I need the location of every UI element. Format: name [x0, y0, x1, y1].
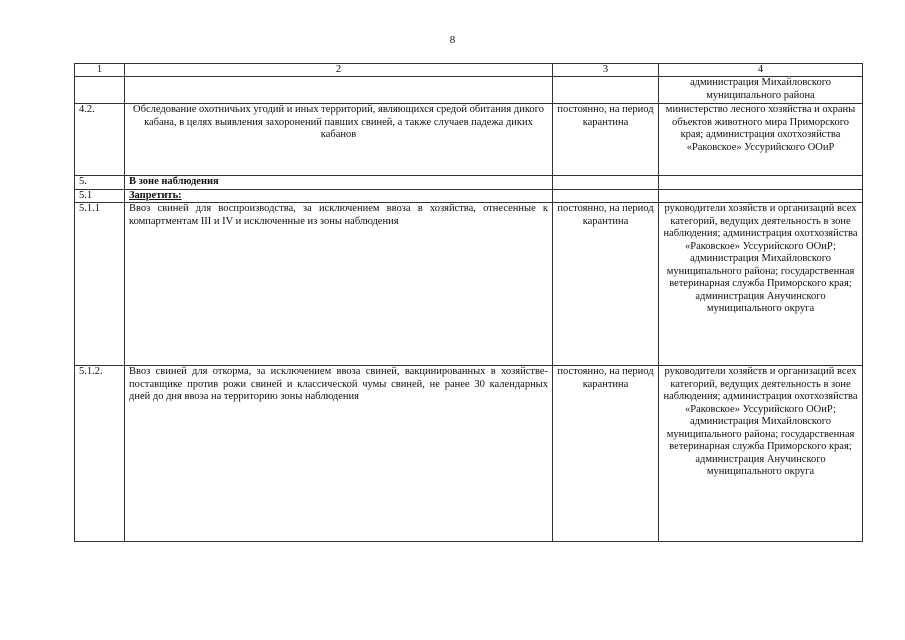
row-number: [75, 77, 125, 104]
table-row: [75, 104, 863, 176]
row-term: постоянно, на период карантина: [553, 366, 659, 542]
row-number: 5.1.1: [75, 203, 125, 366]
header-col-4: 4: [659, 64, 863, 77]
row-term: [553, 77, 659, 104]
row-term: постоянно, на период карантина: [553, 203, 659, 366]
row-responsible: [659, 189, 863, 203]
table-row: [75, 203, 863, 366]
row-number: 5.1.2.: [75, 366, 125, 542]
row-measure: Ввоз свиней для откорма, за исключением ввоза свиней, вакцинированных в хозяйстве-поставщике против рожи свиней и классической чумы свиней, не ранее 30 календарных дней до дня ввоза на территорию зоны наблюдения: [125, 366, 553, 542]
table-row: [75, 77, 863, 104]
table-header-row: [75, 64, 863, 77]
section-title: В зоне наблюдения: [125, 176, 553, 190]
row-responsible: администрация Михайловского муниципального района: [659, 77, 863, 104]
row-number: 4.2.: [75, 104, 125, 176]
section-row: [75, 176, 863, 190]
row-measure: Ввоз свиней для воспроизводства, за исключением ввоза в хозяйства, отнесенные к компартментам III и IV и исключенные из зоны наблюдения: [125, 203, 553, 366]
page-number: 8: [449, 34, 456, 46]
row-number: 5.1: [75, 189, 125, 203]
row-responsible: министерство лесного хозяйства и охраны объектов животного мира Приморского края; администрация охотхозяйства «Раковское» Уссурийского ООиР: [659, 104, 863, 176]
header-col-2: 2: [125, 64, 553, 77]
header-col-1: 1: [75, 64, 125, 77]
row-term: [553, 176, 659, 190]
header-col-3: 3: [553, 64, 659, 77]
row-term: постоянно, на период карантина: [553, 104, 659, 176]
subsection-title-text: Запретить:: [129, 189, 182, 201]
row-responsible: [659, 176, 863, 190]
row-number: 5.: [75, 176, 125, 190]
row-responsible: руководители хозяйств и организаций всех категорий, ведущих деятельность в зоне наблюдения; администрация охотхозяйства «Раковское» Уссурийского ООиР; администрация Михайловского муниципального района; государственная ветеринарная служба Приморского края; администрация Анучинского муниципального округа: [659, 366, 863, 542]
measures-table: [74, 63, 863, 542]
row-measure: Обследование охотничьих угодий и иных территорий, являющихся средой обитания дикого кабана, в целях выявления захоронений павших свиней, а также случаев падежа диких кабанов: [125, 104, 553, 176]
row-measure: [125, 77, 553, 104]
subsection-title: [125, 189, 553, 203]
row-term: [553, 189, 659, 203]
row-responsible: руководители хозяйств и организаций всех категорий, ведущих деятельность в зоне наблюдения; администрация охотхозяйства «Раковское» Уссурийского ООиР; администрация Михайловского муниципального района; государственная ветеринарная служба Приморского края; администрация Анучинского муниципального округа: [659, 203, 863, 366]
table-row: [75, 366, 863, 542]
subsection-row: [75, 189, 863, 203]
